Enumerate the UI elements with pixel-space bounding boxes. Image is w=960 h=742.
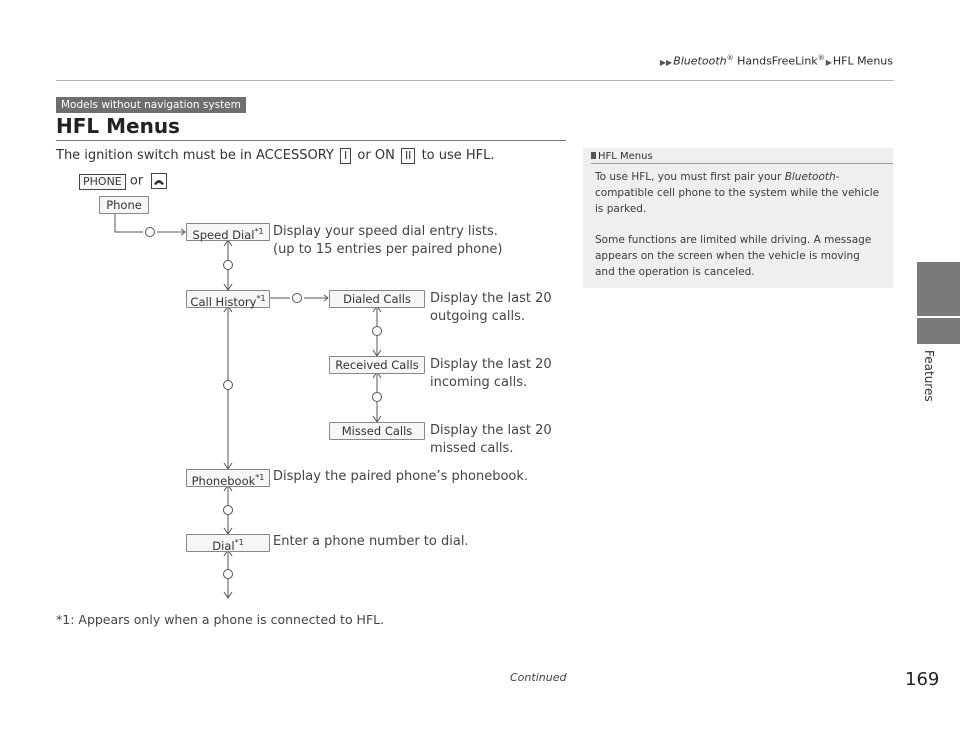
phone-button-label: Phone: [106, 198, 142, 212]
note-paragraph-2: [595, 232, 885, 280]
dialed-calls-button[interactable]: [329, 290, 425, 308]
phone-button[interactable]: [99, 196, 149, 214]
note-text: and the operation is canceled.: [595, 266, 755, 278]
note-rule: [591, 163, 893, 164]
page-title: HFL Menus: [56, 114, 180, 138]
phonebook-label: Phonebook: [191, 473, 256, 488]
speed-dial-button[interactable]: [186, 223, 270, 241]
footnote-mark: *1: [256, 294, 266, 303]
missed-description: [430, 422, 552, 458]
model-tag: Models without navigation system: [56, 97, 246, 113]
speed-dial-description: [273, 223, 503, 259]
dialed-calls-label: Dialed Calls: [343, 292, 411, 306]
on-key: II: [401, 148, 416, 164]
note-text: -: [835, 171, 840, 183]
breadcrumb-hfl: HandsFreeLink: [733, 54, 818, 68]
desc-line: outgoing calls.: [430, 309, 525, 324]
reg-mark: ®: [817, 54, 825, 62]
continued-label: Continued: [510, 671, 567, 684]
note-title: HFL Menus: [598, 151, 653, 162]
triangle-icon: ▶: [825, 57, 832, 67]
missed-calls-button[interactable]: [329, 422, 425, 440]
accessory-key: I: [340, 148, 351, 164]
desc-line: Display the last 20: [430, 357, 552, 372]
note-text: To use HFL, you must first pair your: [595, 171, 785, 183]
note-text: appears on the screen when the vehicle is moving: [595, 250, 860, 262]
phonebook-description: [273, 468, 528, 486]
page-number: 169: [905, 669, 940, 690]
dial-label: Dial: [212, 538, 235, 553]
desc-line: incoming calls.: [430, 375, 528, 390]
footnote-mark: *1: [234, 538, 244, 547]
phonebook-button[interactable]: [186, 469, 270, 487]
desc-line: (up to 15 entries per paired phone): [273, 242, 503, 257]
received-calls-label: Received Calls: [335, 358, 419, 372]
footnote-mark: *1: [254, 227, 264, 236]
breadcrumb-current: HFL Menus: [832, 54, 893, 68]
breadcrumb-bluetooth: Bluetooth: [673, 54, 727, 68]
note-text: Bluetooth: [784, 171, 836, 183]
intro-post: to use HFL.: [421, 148, 495, 163]
side-label-text: Features: [922, 350, 936, 402]
note-marker-icon: [591, 152, 596, 159]
reg-mark: ®: [726, 54, 734, 62]
intro-pre: The ignition switch must be in ACCESSORY: [56, 148, 334, 163]
note-text: Some functions are limited while driving. A message: [595, 234, 872, 246]
desc-line: Enter a phone number to dial.: [273, 534, 469, 549]
dial-button[interactable]: [186, 534, 270, 552]
or-text: or: [129, 173, 144, 189]
received-description: [430, 356, 552, 392]
desc-line: Display your speed dial entry lists.: [273, 224, 498, 239]
phone-key: PHONE: [79, 174, 126, 190]
side-note: [583, 148, 893, 288]
call-history-button[interactable]: [186, 290, 270, 308]
desc-line: Display the paired phone’s phonebook.: [273, 469, 529, 484]
dialed-description: [430, 290, 552, 326]
footnote-mark: *1: [255, 473, 265, 482]
missed-calls-label: Missed Calls: [341, 424, 413, 438]
desc-line: Display the last 20: [430, 423, 552, 438]
dial-description: [273, 533, 469, 551]
call-history-label: Call History: [190, 294, 257, 309]
intro-mid: or ON: [357, 148, 395, 163]
speed-dial-label: Speed Dial: [192, 227, 255, 242]
triangle-icon: ▶▶: [659, 57, 673, 67]
desc-line: missed calls.: [430, 441, 514, 456]
note-header: [591, 151, 653, 162]
note-text: is parked.: [595, 203, 647, 215]
note-paragraph-1: [595, 169, 885, 217]
desc-line: Display the last 20: [430, 291, 552, 306]
received-calls-button[interactable]: [329, 356, 425, 374]
footnote: *1: Appears only when a phone is connected to HFL.: [56, 612, 385, 627]
note-text: compatible cell phone to the system while the vehicle: [595, 187, 880, 199]
